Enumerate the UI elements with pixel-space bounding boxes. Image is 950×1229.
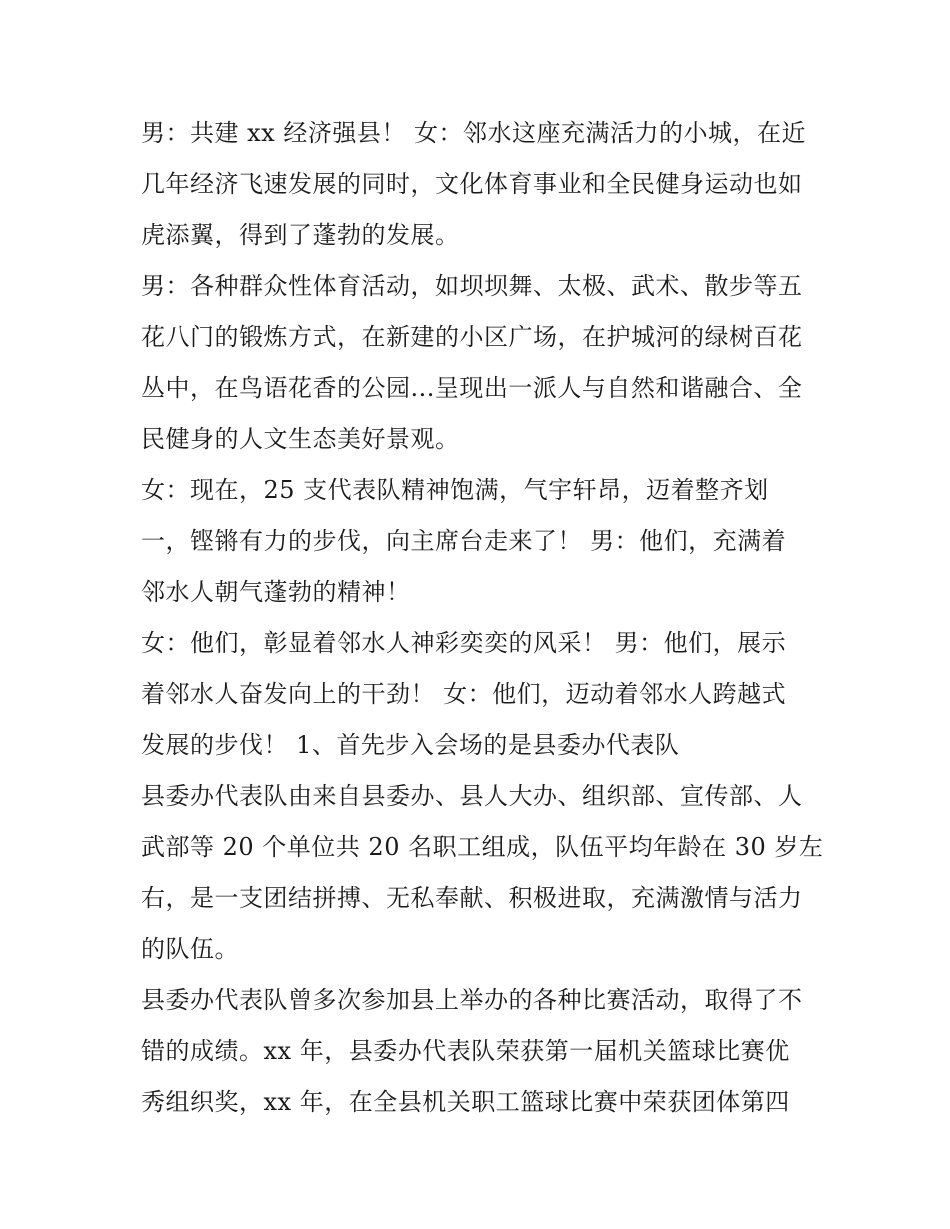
text-line: 女：现在，25 支代表队精神饱满，气宇轩昂，迈着整齐划 — [141, 476, 769, 504]
body-text — [141, 108, 824, 1128]
text-line: 虎添翼，得到了蓬勃的发展。 — [141, 221, 460, 249]
text-line: 错的成绩。xx 年，县委办代表队荣获第一届机关篮球比赛优 — [141, 1037, 790, 1065]
text-line: 县委办代表队曾多次参加县上举办的各种比赛活动，取得了不 — [141, 986, 803, 1014]
text-line: 男：各种群众性体育活动，如坝坝舞、太极、武术、散步等五 — [141, 272, 803, 300]
text-line: 秀组织奖，xx 年，在全县机关职工篮球比赛中荣获团体第四 — [141, 1088, 790, 1116]
text-line: 武部等 20 个单位共 20 名职工组成，队伍平均年龄在 30 岁左 — [141, 833, 824, 861]
text-line: 丛中，在鸟语花香的公园...呈现出一派人与自然和谐融合、全 — [141, 374, 803, 402]
text-line: 发展的步伐！ 1、首先步入会场的是县委办代表队 — [141, 731, 680, 759]
text-line: 女：他们，彰显着邻水人神彩奕奕的风采！ 男：他们，展示 — [141, 629, 787, 657]
text-line: 花八门的锻炼方式，在新建的小区广场，在护城河的绿树百花 — [141, 323, 803, 351]
text-line: 几年经济飞速发展的同时，文化体育事业和全民健身运动也如 — [141, 170, 803, 198]
text-line: 男：共建 xx 经济强县！ 女：邻水这座充满活力的小城，在近 — [141, 119, 806, 147]
text-line: 着邻水人奋发向上的干劲！ 女：他们，迈动着邻水人跨越式 — [141, 680, 787, 708]
text-line: 的队伍。 — [141, 935, 239, 963]
text-line: 一，铿锵有力的步伐，向主席台走来了！ 男：他们，充满着 — [141, 527, 787, 555]
text-line: 邻水人朝气蓬勃的精神！ — [141, 578, 411, 606]
text-line: 右，是一支团结拼搏、无私奉献、积极进取，充满激情与活力 — [141, 884, 803, 912]
text-line: 民健身的人文生态美好景观。 — [141, 425, 460, 453]
text-line: 县委办代表队由来自县委办、县人大办、组织部、宣传部、人 — [141, 782, 803, 810]
